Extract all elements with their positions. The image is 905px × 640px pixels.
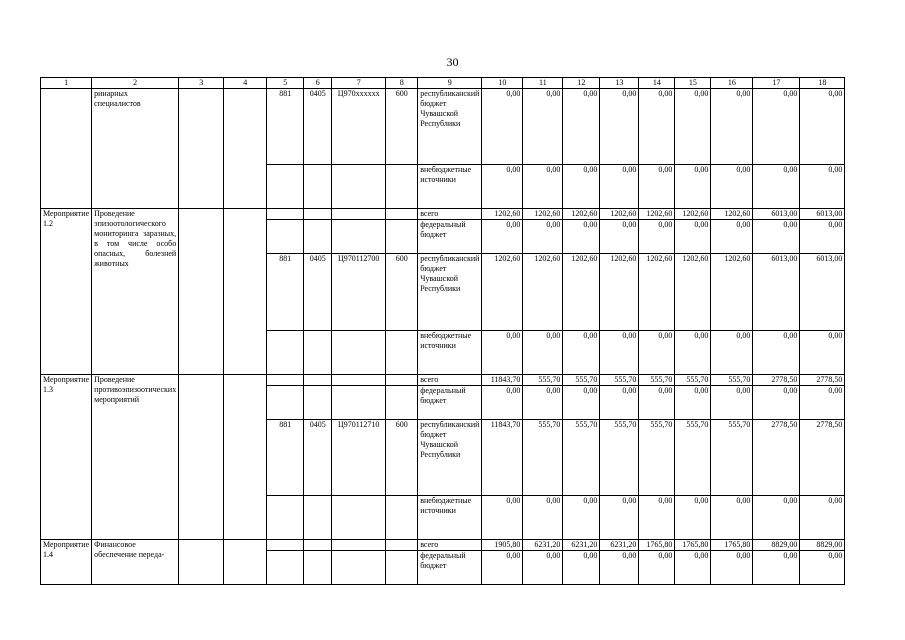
code-grbs bbox=[267, 220, 304, 254]
amount-cell: 0,00 bbox=[600, 331, 639, 375]
amount-cell: 0,00 bbox=[600, 165, 639, 209]
code-section bbox=[304, 551, 332, 585]
amount-cell: 1202,60 bbox=[523, 254, 563, 331]
co-executor-cell bbox=[224, 209, 267, 375]
funding-source: всего bbox=[418, 209, 482, 220]
code-expense-type bbox=[386, 386, 418, 420]
code-section: 0405 bbox=[304, 89, 332, 165]
amount-cell: 1202,60 bbox=[600, 254, 639, 331]
amount-cell: 0,00 bbox=[800, 386, 845, 420]
amount-cell: 6013,00 bbox=[753, 209, 800, 220]
amount-cell: 1202,60 bbox=[711, 254, 753, 331]
amount-cell: 0,00 bbox=[675, 386, 711, 420]
funding-source: внебюджетные источники bbox=[418, 496, 482, 540]
executor-cell bbox=[179, 375, 224, 540]
code-section bbox=[304, 209, 332, 220]
amount-cell: 0,00 bbox=[753, 331, 800, 375]
amount-cell: 555,70 bbox=[600, 420, 639, 496]
measure-label bbox=[41, 89, 92, 209]
amount-cell: 555,70 bbox=[675, 375, 711, 386]
amount-cell: 1765,80 bbox=[711, 540, 753, 551]
amount-cell: 0,00 bbox=[482, 165, 523, 209]
funding-source: федеральный бюджет bbox=[418, 386, 482, 420]
code-grbs: 881 bbox=[267, 254, 304, 331]
code-section bbox=[304, 220, 332, 254]
column-number: 5 bbox=[267, 78, 304, 89]
column-number: 10 bbox=[482, 78, 523, 89]
page-number: 30 bbox=[446, 55, 459, 69]
amount-cell: 1202,60 bbox=[639, 254, 675, 331]
amount-cell: 1202,60 bbox=[523, 209, 563, 220]
amount-cell: 0,00 bbox=[639, 89, 675, 165]
column-number: 12 bbox=[563, 78, 600, 89]
amount-cell: 8829,00 bbox=[800, 540, 845, 551]
amount-cell: 0,00 bbox=[482, 89, 523, 165]
funding-source: всего bbox=[418, 540, 482, 551]
amount-cell: 555,70 bbox=[523, 420, 563, 496]
code-target-article bbox=[332, 209, 386, 220]
amount-cell: 6013,00 bbox=[753, 254, 800, 331]
measure-label: Мероприятие 1.3 bbox=[41, 375, 92, 540]
amount-cell: 1905,80 bbox=[482, 540, 523, 551]
table-row bbox=[41, 209, 845, 220]
code-target-article bbox=[332, 375, 386, 386]
co-executor-cell bbox=[224, 89, 267, 209]
amount-cell: 0,00 bbox=[753, 551, 800, 585]
code-expense-type bbox=[386, 496, 418, 540]
code-target-article bbox=[332, 165, 386, 209]
amount-cell: 1202,60 bbox=[711, 209, 753, 220]
column-number: 9 bbox=[418, 78, 482, 89]
funding-source: республиканский бюджет Чувашской Республики bbox=[418, 254, 482, 331]
table-row bbox=[41, 540, 845, 551]
code-section bbox=[304, 165, 332, 209]
column-number: 1 bbox=[41, 78, 92, 89]
code-expense-type bbox=[386, 220, 418, 254]
amount-cell: 555,70 bbox=[711, 375, 753, 386]
amount-cell: 11843,70 bbox=[482, 420, 523, 496]
amount-cell: 1765,80 bbox=[675, 540, 711, 551]
column-number: 4 bbox=[224, 78, 267, 89]
amount-cell: 11843,70 bbox=[482, 375, 523, 386]
amount-cell: 0,00 bbox=[523, 89, 563, 165]
amount-cell: 0,00 bbox=[482, 386, 523, 420]
code-grbs bbox=[267, 165, 304, 209]
code-expense-type: 600 bbox=[386, 420, 418, 496]
header-row bbox=[41, 78, 845, 89]
column-number: 7 bbox=[332, 78, 386, 89]
amount-cell: 6013,00 bbox=[800, 209, 845, 220]
column-number: 13 bbox=[600, 78, 639, 89]
amount-cell: 1202,60 bbox=[675, 209, 711, 220]
amount-cell: 555,70 bbox=[563, 375, 600, 386]
amount-cell: 0,00 bbox=[711, 220, 753, 254]
amount-cell: 0,00 bbox=[675, 220, 711, 254]
amount-cell: 0,00 bbox=[482, 220, 523, 254]
amount-cell: 0,00 bbox=[600, 220, 639, 254]
amount-cell: 0,00 bbox=[523, 386, 563, 420]
amount-cell: 0,00 bbox=[563, 551, 600, 585]
measure-name: Проведение противоэпизоотических мероприятий bbox=[92, 375, 179, 540]
amount-cell: 0,00 bbox=[711, 496, 753, 540]
amount-cell: 0,00 bbox=[563, 165, 600, 209]
amount-cell: 0,00 bbox=[800, 331, 845, 375]
column-number: 8 bbox=[386, 78, 418, 89]
executor-cell bbox=[179, 540, 224, 585]
amount-cell: 0,00 bbox=[711, 386, 753, 420]
amount-cell: 0,00 bbox=[753, 496, 800, 540]
code-target-article bbox=[332, 331, 386, 375]
amount-cell: 0,00 bbox=[600, 551, 639, 585]
executor-cell bbox=[179, 209, 224, 375]
column-number: 2 bbox=[92, 78, 179, 89]
amount-cell: 555,70 bbox=[563, 420, 600, 496]
code-expense-type bbox=[386, 540, 418, 551]
amount-cell: 0,00 bbox=[639, 331, 675, 375]
amount-cell: 2778,50 bbox=[800, 375, 845, 386]
amount-cell: 0,00 bbox=[753, 89, 800, 165]
code-section bbox=[304, 540, 332, 551]
amount-cell: 0,00 bbox=[563, 496, 600, 540]
amount-cell: 0,00 bbox=[523, 551, 563, 585]
amount-cell: 555,70 bbox=[639, 375, 675, 386]
amount-cell: 2778,50 bbox=[753, 420, 800, 496]
amount-cell: 0,00 bbox=[675, 89, 711, 165]
code-expense-type bbox=[386, 551, 418, 585]
amount-cell: 0,00 bbox=[753, 386, 800, 420]
amount-cell: 0,00 bbox=[711, 331, 753, 375]
amount-cell: 0,00 bbox=[523, 331, 563, 375]
funding-source: республиканский бюджет Чувашской Республики bbox=[418, 89, 482, 165]
funding-source: федеральный бюджет bbox=[418, 220, 482, 254]
amount-cell: 1202,60 bbox=[563, 254, 600, 331]
funding-source: всего bbox=[418, 375, 482, 386]
code-expense-type bbox=[386, 375, 418, 386]
code-target-article: Ц970112710 bbox=[332, 420, 386, 496]
amount-cell: 0,00 bbox=[639, 220, 675, 254]
amount-cell: 0,00 bbox=[482, 496, 523, 540]
code-section bbox=[304, 386, 332, 420]
measure-label: Мероприятие 1.2 bbox=[41, 209, 92, 375]
table-row bbox=[41, 89, 845, 165]
amount-cell: 1765,80 bbox=[639, 540, 675, 551]
code-expense-type: 600 bbox=[386, 254, 418, 331]
code-grbs: 881 bbox=[267, 89, 304, 165]
column-number: 17 bbox=[753, 78, 800, 89]
amount-cell: 0,00 bbox=[563, 89, 600, 165]
code-expense-type bbox=[386, 209, 418, 220]
amount-cell: 0,00 bbox=[753, 220, 800, 254]
funding-source: внебюджетные источники bbox=[418, 331, 482, 375]
amount-cell: 555,70 bbox=[523, 375, 563, 386]
amount-cell: 555,70 bbox=[675, 420, 711, 496]
amount-cell: 0,00 bbox=[639, 386, 675, 420]
amount-cell: 0,00 bbox=[523, 496, 563, 540]
amount-cell: 0,00 bbox=[675, 551, 711, 585]
amount-cell: 6231,20 bbox=[600, 540, 639, 551]
amount-cell: 1202,60 bbox=[482, 254, 523, 331]
amount-cell: 0,00 bbox=[800, 551, 845, 585]
amount-cell: 0,00 bbox=[563, 331, 600, 375]
funding-source: внебюджетные источники bbox=[418, 165, 482, 209]
amount-cell: 1202,60 bbox=[675, 254, 711, 331]
amount-cell: 1202,60 bbox=[600, 209, 639, 220]
code-section bbox=[304, 496, 332, 540]
measure-name: Проведение эпизоотологического мониторинга заразных, в том числе особо опасных, болезней животных bbox=[92, 209, 179, 375]
code-grbs bbox=[267, 496, 304, 540]
code-section: 0405 bbox=[304, 254, 332, 331]
code-grbs bbox=[267, 386, 304, 420]
amount-cell: 0,00 bbox=[639, 165, 675, 209]
amount-cell: 0,00 bbox=[563, 386, 600, 420]
amount-cell: 8829,00 bbox=[753, 540, 800, 551]
measure-label: Мероприятие 1.4 bbox=[41, 540, 92, 585]
column-number: 18 bbox=[800, 78, 845, 89]
amount-cell: 0,00 bbox=[711, 165, 753, 209]
amount-cell: 0,00 bbox=[523, 165, 563, 209]
amount-cell: 0,00 bbox=[482, 331, 523, 375]
amount-cell: 2778,50 bbox=[800, 420, 845, 496]
code-target-article: Ц970112700 bbox=[332, 254, 386, 331]
funding-source: федеральный бюджет bbox=[418, 551, 482, 585]
amount-cell: 0,00 bbox=[800, 165, 845, 209]
code-target-article: Ц970xxxxxx bbox=[332, 89, 386, 165]
amount-cell: 555,70 bbox=[639, 420, 675, 496]
code-grbs: 881 bbox=[267, 420, 304, 496]
amount-cell: 0,00 bbox=[600, 89, 639, 165]
amount-cell: 2778,50 bbox=[753, 375, 800, 386]
amount-cell: 1202,60 bbox=[639, 209, 675, 220]
funding-source: республиканский бюджет Чувашской Республики bbox=[418, 420, 482, 496]
amount-cell: 6231,20 bbox=[523, 540, 563, 551]
amount-cell: 0,00 bbox=[675, 496, 711, 540]
column-number: 16 bbox=[711, 78, 753, 89]
amount-cell: 0,00 bbox=[600, 386, 639, 420]
amount-cell: 0,00 bbox=[800, 496, 845, 540]
code-grbs bbox=[267, 375, 304, 386]
amount-cell: 555,70 bbox=[600, 375, 639, 386]
code-expense-type bbox=[386, 165, 418, 209]
amount-cell: 0,00 bbox=[600, 496, 639, 540]
amount-cell: 1202,60 bbox=[482, 209, 523, 220]
code-expense-type: 600 bbox=[386, 89, 418, 165]
amount-cell: 1202,60 bbox=[563, 209, 600, 220]
amount-cell: 0,00 bbox=[800, 89, 845, 165]
budget-table bbox=[40, 77, 845, 585]
code-section bbox=[304, 375, 332, 386]
table-row bbox=[41, 375, 845, 386]
measure-name: ринарных специалистов bbox=[92, 89, 179, 209]
co-executor-cell bbox=[224, 375, 267, 540]
code-grbs bbox=[267, 209, 304, 220]
code-target-article bbox=[332, 220, 386, 254]
amount-cell: 0,00 bbox=[675, 331, 711, 375]
amount-cell: 0,00 bbox=[639, 496, 675, 540]
amount-cell: 0,00 bbox=[711, 89, 753, 165]
code-grbs bbox=[267, 551, 304, 585]
code-target-article bbox=[332, 496, 386, 540]
amount-cell: 0,00 bbox=[753, 165, 800, 209]
amount-cell: 0,00 bbox=[523, 220, 563, 254]
code-grbs bbox=[267, 331, 304, 375]
amount-cell: 0,00 bbox=[800, 220, 845, 254]
amount-cell: 555,70 bbox=[711, 420, 753, 496]
amount-cell: 0,00 bbox=[563, 220, 600, 254]
code-target-article bbox=[332, 540, 386, 551]
amount-cell: 0,00 bbox=[639, 551, 675, 585]
co-executor-cell bbox=[224, 540, 267, 585]
executor-cell bbox=[179, 89, 224, 209]
code-section bbox=[304, 331, 332, 375]
amount-cell: 0,00 bbox=[711, 551, 753, 585]
code-target-article bbox=[332, 551, 386, 585]
amount-cell: 6231,20 bbox=[563, 540, 600, 551]
column-number: 15 bbox=[675, 78, 711, 89]
column-number: 14 bbox=[639, 78, 675, 89]
amount-cell: 0,00 bbox=[482, 551, 523, 585]
amount-cell: 6013,00 bbox=[800, 254, 845, 331]
code-section: 0405 bbox=[304, 420, 332, 496]
code-grbs bbox=[267, 540, 304, 551]
amount-cell: 0,00 bbox=[675, 165, 711, 209]
column-number: 11 bbox=[523, 78, 563, 89]
column-number: 6 bbox=[304, 78, 332, 89]
measure-name: Финансовое обеспечение переда- bbox=[92, 540, 179, 585]
code-target-article bbox=[332, 386, 386, 420]
code-expense-type bbox=[386, 331, 418, 375]
column-number: 3 bbox=[179, 78, 224, 89]
